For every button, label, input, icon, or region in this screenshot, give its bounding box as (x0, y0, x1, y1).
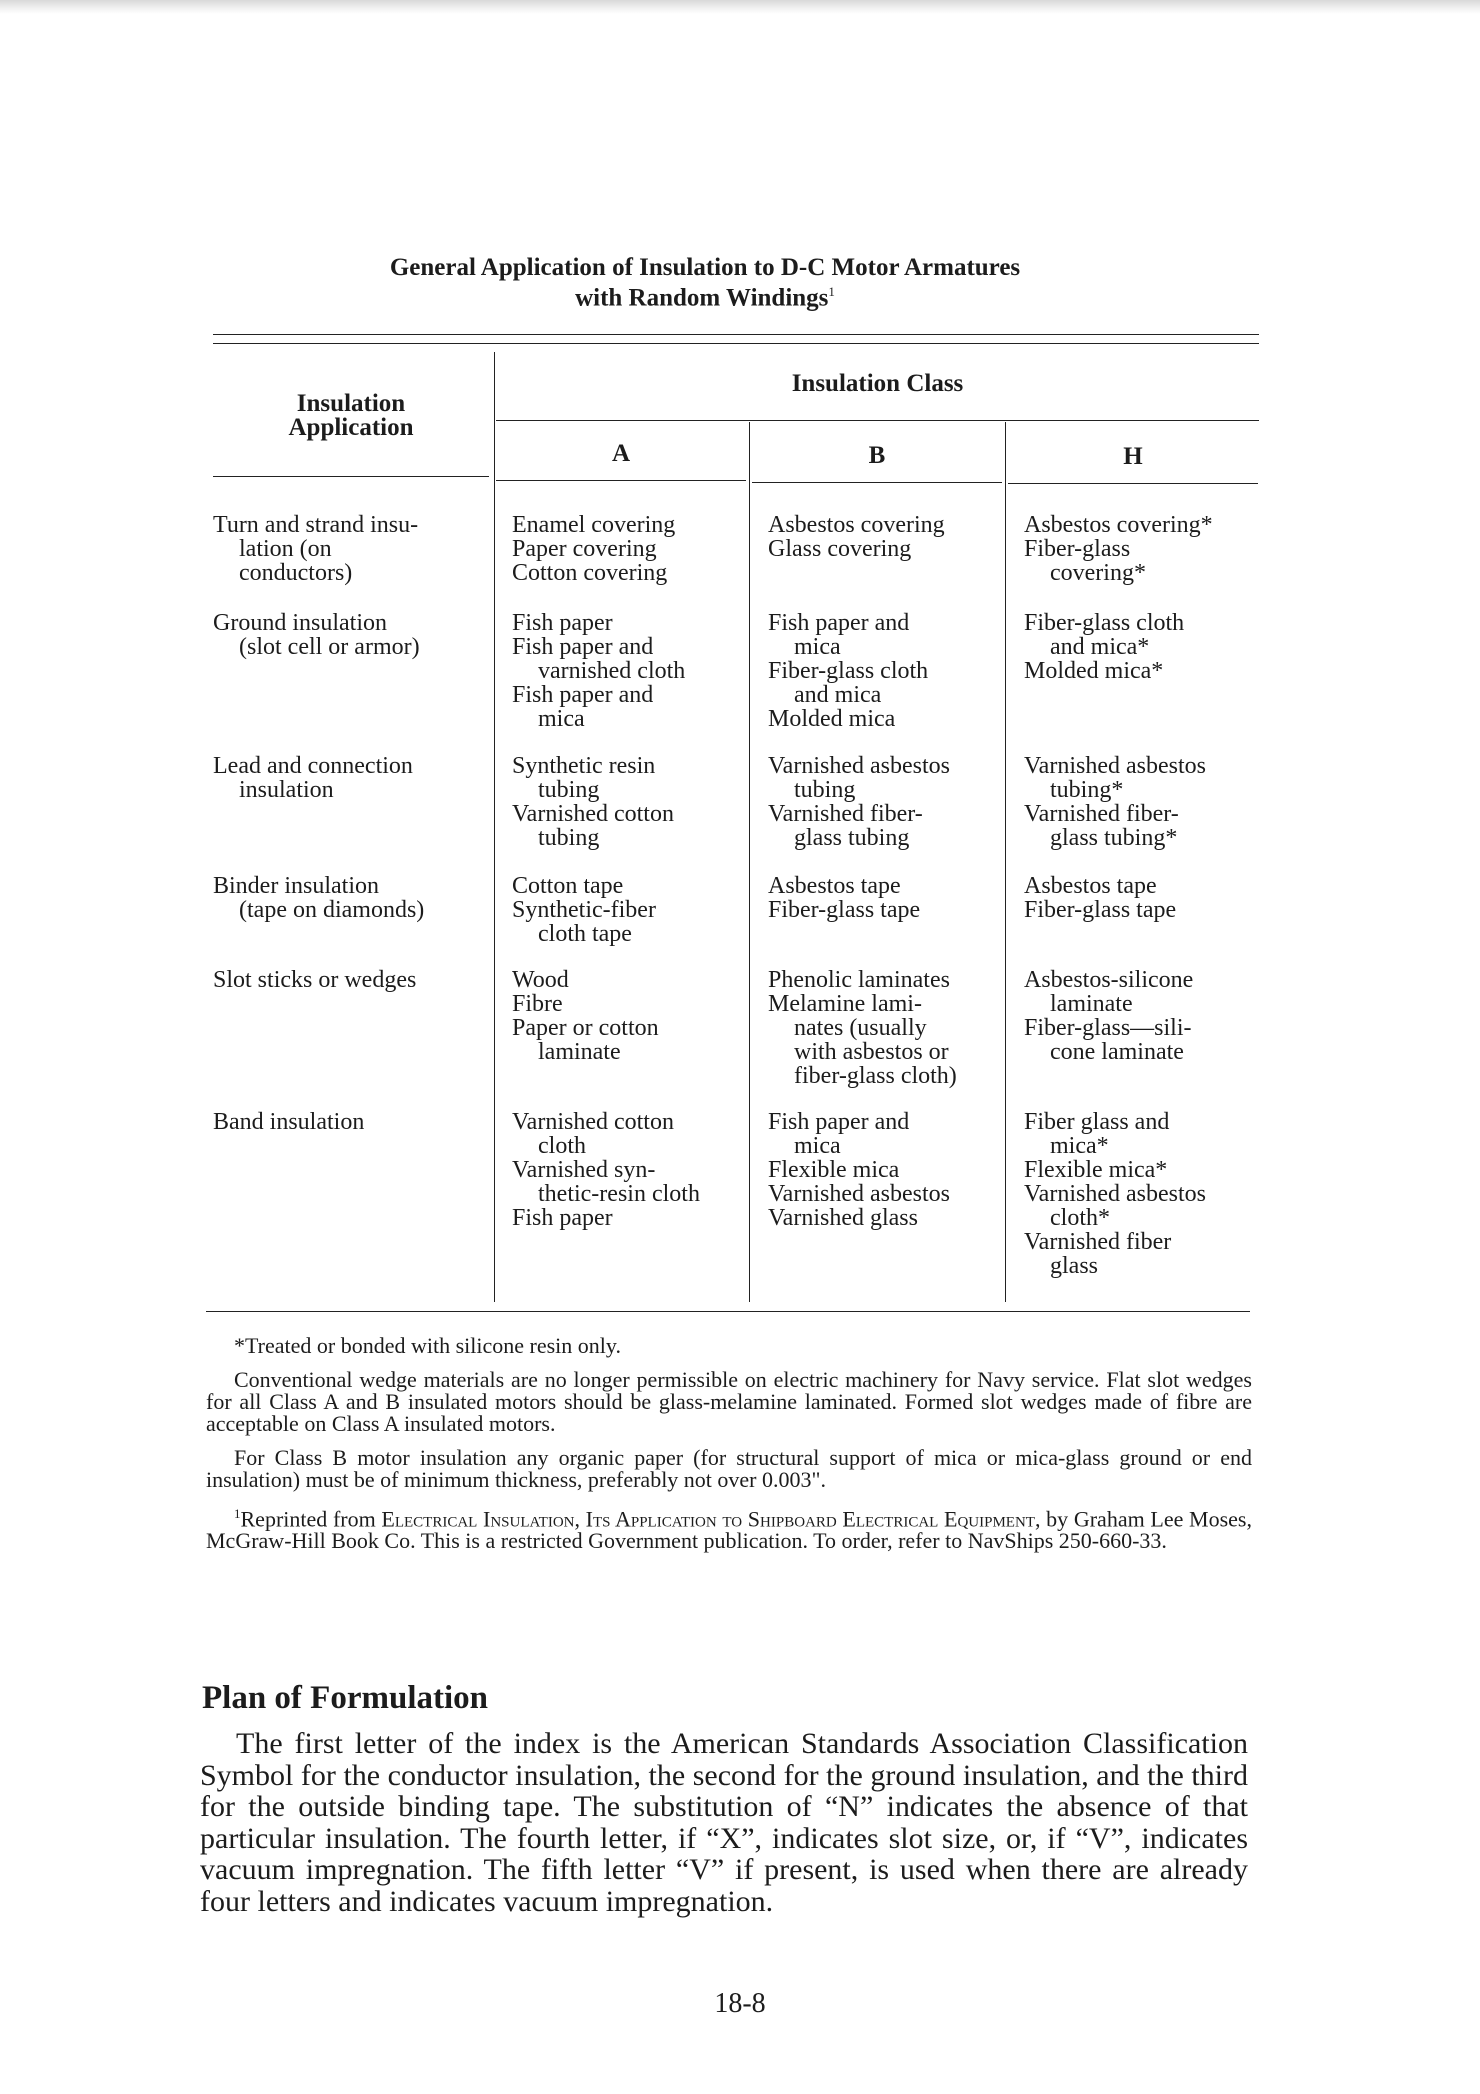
column-divider-b (1005, 422, 1006, 1302)
cell-line: Lead and connection (213, 753, 413, 779)
cell-line: Synthetic resin (512, 753, 656, 779)
cell-class-b-row-5 (768, 968, 957, 1088)
cell-line: Asbestos-silicone (1024, 967, 1194, 993)
header-insulation-class: Insulation Class (791, 370, 964, 397)
cell-line: thetic-resin cloth (538, 1181, 700, 1207)
cell-line: Varnished cotton (512, 1109, 674, 1135)
cell-line: mica (538, 706, 585, 732)
cell-line: Wood (512, 967, 569, 993)
cell-line: Fiber glass and (1024, 1109, 1170, 1135)
cell-line: Fiber-glass tape (768, 897, 921, 923)
title-footnote-marker: 1 (828, 284, 835, 299)
source-footnote: $^1$Reprinted from Electrical Insulation, Its Application to Shipboard Electrical Equipment, by Graham Lee Moses, McGraw-Hill Book Co. This is a restricted Government publication. To order, refer to NavShips 250-660-33. (206, 1506, 1252, 1554)
cell-line: Varnished asbestos (768, 1181, 950, 1207)
cell-line: Varnished asbestos (768, 753, 950, 779)
cell-line: Band insulation (213, 1109, 365, 1135)
cell-line: Melamine lami- (768, 991, 922, 1017)
header-bottom-rule-b (752, 482, 1002, 483)
cell-line: mica (794, 634, 841, 660)
cell-line: Fish paper and (768, 610, 910, 636)
cell-line: tubing (538, 777, 600, 803)
cell-class-h-row-5 (1024, 968, 1193, 1064)
cell-line: cloth tape (538, 921, 632, 947)
table-top-rule-1 (213, 334, 1259, 335)
cell-line: tubing (538, 825, 600, 851)
header-bottom-rule-a (496, 480, 746, 481)
table-notes (206, 1335, 1252, 1564)
footnote-book-title: Electrical Insulation, Its Application to Shipboard Electrical Equipment (381, 1506, 1035, 1532)
cell-class-b-row-2 (768, 611, 928, 731)
cell-line: Fiber-glass—sili- (1024, 1015, 1192, 1041)
footnote-marker: 1 (234, 1506, 241, 1521)
cell-class-a-row-6 (512, 1110, 700, 1230)
cell-line: tubing* (1050, 777, 1124, 803)
cell-line: Varnished asbestos (1024, 753, 1206, 779)
cell-line: varnished cloth (538, 658, 686, 684)
cell-line: glass (1050, 1253, 1098, 1279)
table-bottom-rule (206, 1311, 1250, 1312)
cell-line: Paper covering (512, 536, 657, 562)
cell-class-b-row-1 (768, 513, 945, 561)
cell-line: insulation (239, 777, 334, 803)
column-divider-a (749, 422, 750, 1302)
table-title-line2: with Random Windings$^1$ (575, 284, 835, 312)
cell-line: Paper or cotton (512, 1015, 659, 1041)
header-class-h: H (1123, 443, 1143, 470)
cell-application-row-6 (213, 1110, 364, 1134)
cell-line: tubing (794, 777, 856, 803)
cell-line: Varnished fiber- (1024, 801, 1179, 827)
cell-line: Fiber-glass cloth (1024, 610, 1185, 636)
table-title-line1: General Application of Insulation to D-C Motor Armatures (389, 254, 1021, 281)
cell-line: cloth* (1050, 1205, 1110, 1231)
cell-application-row-1 (213, 513, 418, 585)
cell-line: and mica* (1050, 634, 1150, 660)
cell-class-a-row-3 (512, 754, 674, 850)
cell-line: Fish paper (512, 1205, 613, 1231)
cell-line: Molded mica (768, 706, 896, 732)
cell-line: mica (794, 1133, 841, 1159)
cell-line: fiber-glass cloth) (794, 1063, 957, 1089)
cell-line: glass tubing (794, 825, 910, 851)
cell-line: cone laminate (1050, 1039, 1184, 1065)
cell-class-b-row-6 (768, 1110, 950, 1230)
cell-class-h-row-1 (1024, 513, 1213, 585)
header-class-a: A (611, 440, 631, 467)
cell-line: Fiber-glass tape (1024, 897, 1177, 923)
cell-line: laminate (538, 1039, 621, 1065)
section-body: The first letter of the index is the American Standards Association Classification Symbol for the conductor insulation, the second for the ground insulation, and the third for the outside binding tape. The substitution of “N” indicates the absence of that particular insulation. The fourth letter, if “X”, indicates slot size, or, if “V”, indicates vacuum impregnation. The fifth letter “V” if present, is used when there are already four letters and indicates vacuum impregnation. (200, 1727, 1248, 1918)
cell-line: nates (usually (794, 1015, 927, 1041)
cell-line: Varnished syn- (512, 1157, 656, 1183)
cell-class-a-row-2 (512, 611, 685, 731)
class-b-note: For Class B motor insulation any organic paper (for structural support of mica or mica-glass ground or end insulation) must be of minimum thickness, preferably not over 0.003". (206, 1445, 1252, 1492)
cell-line: Varnished fiber- (768, 801, 923, 827)
cell-application-row-3 (213, 754, 413, 802)
cell-line: Varnished glass (768, 1205, 918, 1231)
cell-line: (tape on diamonds) (239, 897, 425, 923)
cell-line: Fish paper (512, 610, 613, 636)
section-title: Plan of Formulation (202, 1680, 488, 1716)
cell-line: glass tubing* (1050, 825, 1178, 851)
cell-class-h-row-6 (1024, 1110, 1206, 1278)
header-application: Insulation Application (288, 390, 414, 441)
cell-line: Fish paper and (768, 1109, 910, 1135)
cell-application-row-2 (213, 611, 420, 659)
cell-line: Asbestos covering* (1024, 512, 1213, 538)
cell-line: covering* (1050, 560, 1146, 586)
cell-line: Varnished cotton (512, 801, 674, 827)
cell-line: lation (on (239, 536, 332, 562)
cell-line: with asbestos or (794, 1039, 949, 1065)
cell-line: Phenolic laminates (768, 967, 950, 993)
cell-line: Ground insulation (213, 610, 387, 636)
cell-line: Fibre (512, 991, 563, 1017)
class-header-rule (496, 420, 1259, 421)
cell-class-a-row-4 (512, 874, 656, 946)
cell-line: mica* (1050, 1133, 1109, 1159)
cell-line: Asbestos tape (768, 873, 901, 899)
column-divider-app (494, 352, 495, 1302)
cell-line: Slot sticks or wedges (213, 967, 417, 993)
cell-line: Turn and strand insu- (213, 512, 419, 538)
cell-line: Varnished asbestos (1024, 1181, 1206, 1207)
header-bottom-rule-h (1008, 483, 1258, 484)
cell-application-row-5 (213, 968, 416, 992)
asterisk-note: *Treated or bonded with silicone resin only. (234, 1333, 621, 1358)
cell-class-h-row-4 (1024, 874, 1176, 922)
header-class-b: B (868, 442, 886, 469)
cell-line: Flexible mica (768, 1157, 900, 1183)
cell-line: Molded mica* (1024, 658, 1164, 684)
cell-line: cloth (538, 1133, 586, 1159)
cell-line: Fish paper and (512, 634, 654, 660)
table-top-rule-2 (213, 343, 1259, 344)
cell-class-b-row-4 (768, 874, 920, 922)
cell-class-a-row-5 (512, 968, 659, 1064)
cell-class-h-row-2 (1024, 611, 1184, 683)
scan-edge (0, 0, 1480, 14)
cell-line: Asbestos tape (1024, 873, 1157, 899)
cell-class-b-row-3 (768, 754, 950, 850)
cell-line: Binder insulation (213, 873, 379, 899)
cell-line: laminate (1050, 991, 1133, 1017)
header-bottom-rule-app (213, 476, 489, 477)
cell-line: and mica (794, 682, 882, 708)
cell-line: Fiber-glass cloth (768, 658, 929, 684)
cell-line: (slot cell or armor) (239, 634, 420, 660)
cell-line: Cotton covering (512, 560, 668, 586)
cell-line: Flexible mica* (1024, 1157, 1168, 1183)
cell-line: Synthetic-fiber (512, 897, 656, 923)
cell-line: Enamel covering (512, 512, 676, 538)
cell-line: conductors) (239, 560, 353, 586)
cell-class-a-row-1 (512, 513, 675, 585)
cell-line: Asbestos covering (768, 512, 945, 538)
cell-line: Varnished fiber (1024, 1229, 1172, 1255)
wedge-note: Conventional wedge materials are no longer permissible on electric machinery for Navy service. Flat slot wedges for all Class A and B insulated motors should be glass-melamine laminated. Formed slot wedges made of fibre are acceptable on Class A insulated motors. (206, 1367, 1252, 1436)
cell-line: Cotton tape (512, 873, 624, 899)
cell-class-h-row-3 (1024, 754, 1206, 850)
cell-application-row-4 (213, 874, 424, 922)
table-title (200, 256, 1210, 310)
page-number: 18-8 (714, 1988, 766, 2019)
cell-line: Glass covering (768, 536, 912, 562)
cell-line: Fiber-glass (1024, 536, 1131, 562)
cell-line: Fish paper and (512, 682, 654, 708)
